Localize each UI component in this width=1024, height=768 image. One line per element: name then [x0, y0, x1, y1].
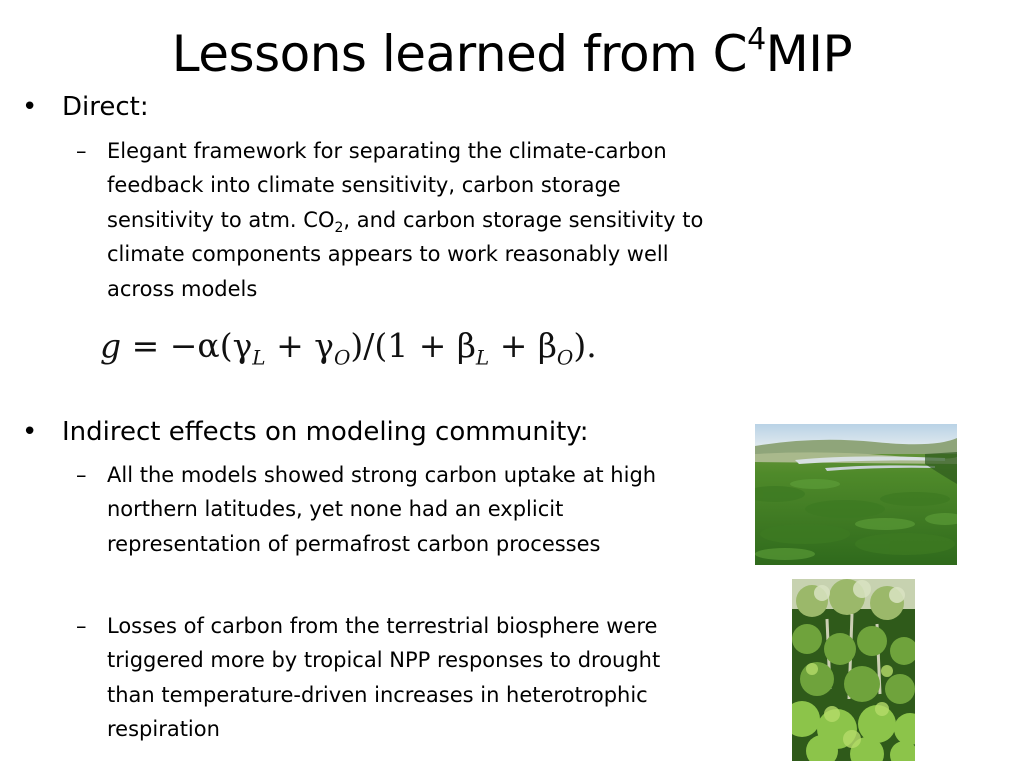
text-line: across models — [107, 276, 258, 301]
title-end: MIP — [765, 25, 853, 83]
subitem-marker: – — [76, 139, 87, 163]
eq-part: + β — [489, 326, 557, 365]
bullet-label: Direct: — [62, 92, 149, 122]
subitem-permafrost — [76, 458, 736, 564]
eq-part: + γ — [265, 326, 334, 365]
tundra-photo — [755, 424, 957, 565]
eq-sub: O — [556, 345, 574, 370]
bullet-label: Indirect effects on modeling community: — [62, 417, 589, 447]
title-superscript: 4 — [747, 22, 766, 57]
bullet-direct — [22, 89, 149, 125]
bullet-indirect — [22, 414, 589, 450]
text-line — [107, 203, 703, 237]
subitem-framework — [76, 134, 776, 306]
co2-subscript: 2 — [334, 220, 344, 236]
subitem-marker: – — [76, 463, 87, 487]
feedback-equation — [100, 316, 700, 376]
eq-sub: L — [252, 345, 266, 370]
eq-part: g — [100, 326, 122, 365]
tundra-image — [755, 424, 957, 565]
bullet-marker: • — [22, 92, 38, 122]
bullet-marker: • — [22, 417, 38, 447]
subitem-marker: – — [76, 614, 87, 638]
tropical-forest-photo — [792, 579, 915, 761]
eq-sub: L — [475, 345, 490, 370]
subitem-text: All the models showed strong carbon uptake at high northern latitudes, yet none had an explicit representation of permafrost carbon processes — [107, 463, 657, 556]
text-line: Elegant framework for separating the climate-carbon — [107, 139, 667, 163]
forest-image — [792, 579, 915, 761]
subitem-text — [107, 134, 703, 306]
eq-part: ). — [573, 326, 597, 365]
text-line: feedback into climate sensitivity, carbon storage — [107, 173, 621, 198]
subitem-text: Losses of carbon from the terrestrial biosphere were triggered more by tropical NPP responses to drought than temperature-driven increases in heterotrophic respiration — [107, 614, 661, 742]
subitem-tropical-losses — [76, 609, 736, 749]
title-main: Lessons learned from C — [171, 25, 748, 83]
eq-part: )/(1 + β — [350, 326, 476, 365]
text-fragment: , and carbon storage sensitivity to — [343, 207, 704, 232]
text-fragment: sensitivity to atm. CO — [107, 207, 335, 232]
eq-part: = −α(γ — [121, 326, 253, 365]
slide-title — [0, 18, 1024, 90]
text-line: climate components appears to work reasonably well — [107, 242, 669, 267]
eq-sub: O — [333, 345, 351, 370]
